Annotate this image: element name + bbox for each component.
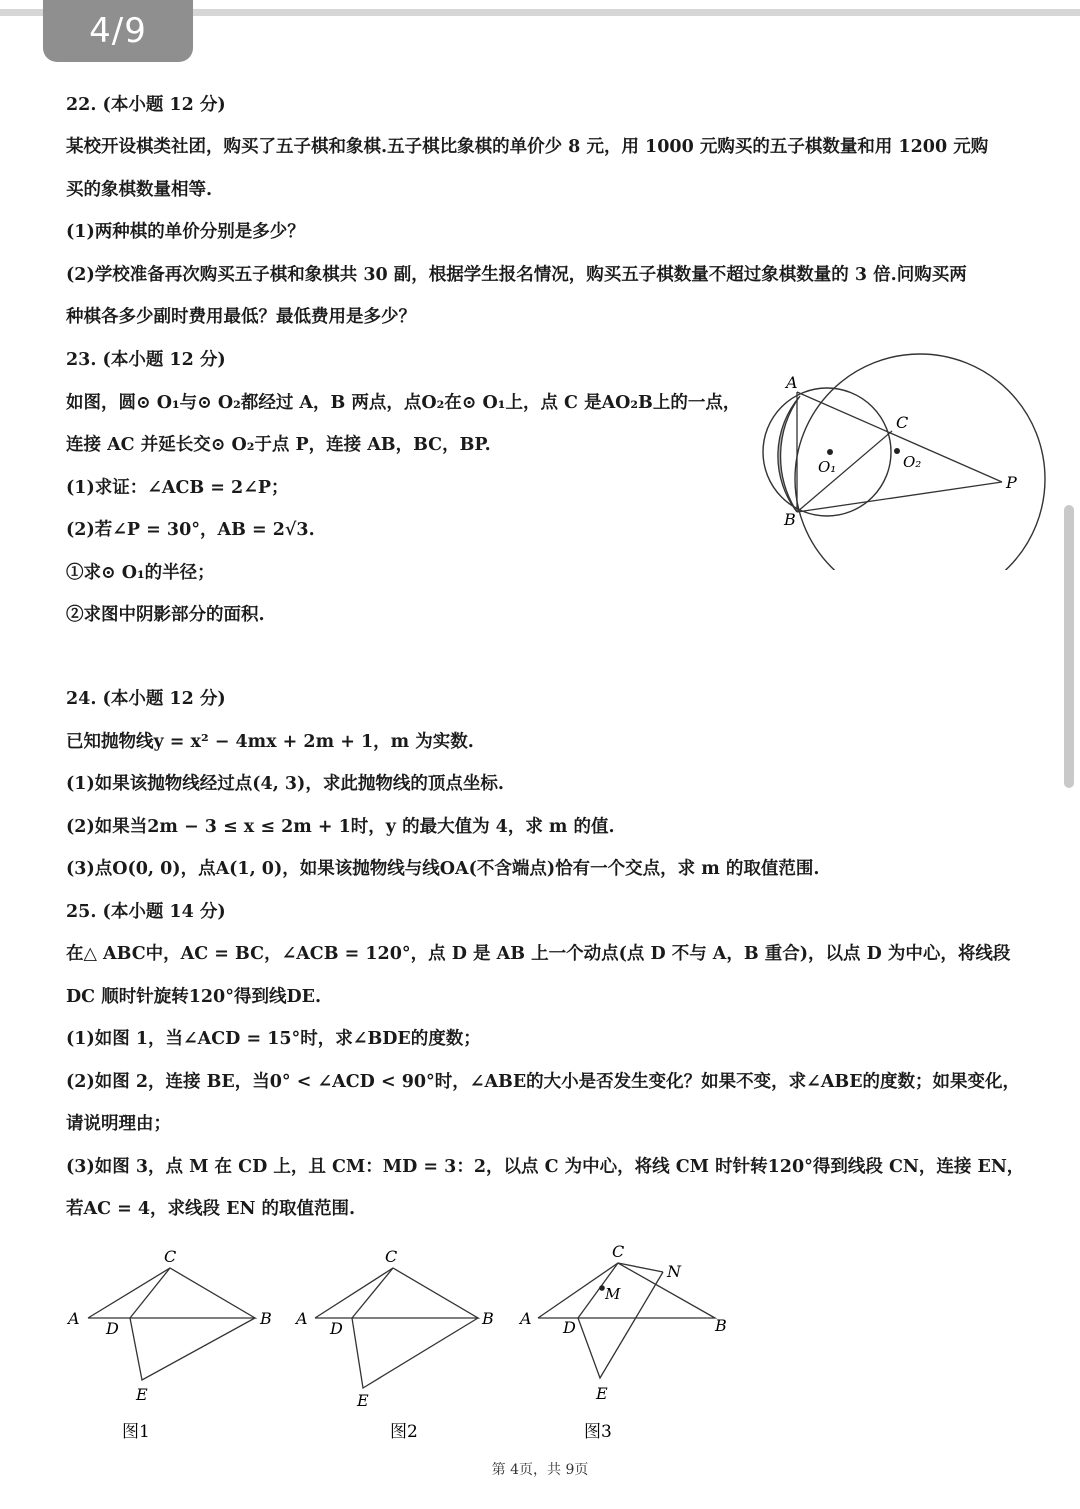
fig3-label-a: A bbox=[520, 1309, 532, 1328]
scrollbar-thumb[interactable] bbox=[1064, 505, 1074, 788]
q22-part2-line1: (2)学校准备再次购买五子棋和象棋共 30 副，根据学生报名情况，购买五子棋数量不超过象棋数量的 3 倍.问购买两 bbox=[66, 265, 967, 285]
fig3-label-d: D bbox=[563, 1318, 576, 1337]
fig3-point-m bbox=[599, 1285, 605, 1291]
label-c: C bbox=[896, 413, 909, 432]
q24-text-line1: 已知抛物线y = x² − 4mx + 2m + 1，m 为实数. bbox=[66, 732, 474, 752]
fig3-triangle bbox=[538, 1263, 715, 1318]
fig1-triangle bbox=[88, 1268, 255, 1318]
figure-1 bbox=[66, 1247, 272, 1442]
q22-part1: (1)两种棋的单价分别是多少？ bbox=[66, 222, 305, 242]
q22-header: 22. (本小题 12 分) bbox=[66, 95, 226, 115]
q25-header: 25. (本小题 14 分) bbox=[66, 902, 226, 922]
fig2-label-e: E bbox=[357, 1391, 369, 1410]
fig1-label-c: C bbox=[164, 1247, 177, 1266]
q25-part3-line2: 若AC = 4，求线段 EN 的取值范围. bbox=[66, 1199, 356, 1219]
fig3-caption: 图3 bbox=[584, 1422, 612, 1442]
fig1-label-e: E bbox=[136, 1385, 148, 1404]
q25-text-line1: 在△ ABC中，AC = BC，∠ACB = 120°，点 D 是 AB 上一个动点(点 D 不与 A，B 重合)，以点 D 为中心，将线段 bbox=[66, 944, 1011, 964]
fig1-label-a: A bbox=[68, 1309, 80, 1328]
q23-text-line2: 连接 AC 并延长交⊙ O₂于点 P，连接 AB，BC，BP. bbox=[66, 435, 491, 455]
q24-part2: (2)如果当2m − 3 ≤ x ≤ 2m + 1时，y 的最大值为 4，求 m 的值. bbox=[66, 817, 615, 837]
fig1-segment-cd bbox=[130, 1268, 170, 1318]
q25-part3-line1: (3)如图 3，点 M 在 CD 上，且 CM：MD = 3：2，以点 C 为中心，将线 CM 时针转120°得到线段 CN，连接 EN， bbox=[66, 1157, 1025, 1177]
label-a: A bbox=[786, 373, 798, 392]
fig3-label-c: C bbox=[612, 1242, 625, 1261]
q23-header: 23. (本小题 12 分) bbox=[66, 350, 226, 370]
fig3-label-e: E bbox=[596, 1384, 608, 1403]
figure-2 bbox=[294, 1247, 494, 1442]
q24-header: 24. (本小题 12 分) bbox=[66, 689, 226, 709]
q25-part2-line1: (2)如图 2，连接 BE，当0° < ∠ACD < 90°时，∠ABE的大小是否发生变化？如果不变，求∠ABE的度数；如果变化， bbox=[66, 1072, 1021, 1092]
q23-circle-figure bbox=[760, 335, 1060, 570]
label-o1: O₁ bbox=[818, 458, 837, 476]
fig3-label-m: M bbox=[605, 1285, 621, 1303]
fig2-segment-cd bbox=[352, 1268, 393, 1318]
label-o2: O₂ bbox=[903, 453, 922, 471]
fig1-caption: 图1 bbox=[122, 1422, 150, 1442]
page-footer: 第 4页，共 9页 bbox=[491, 1462, 589, 1478]
fig3-label-b: B bbox=[715, 1316, 727, 1335]
q23-text-line1: 如图，圆⊙ O₁与⊙ O₂都经过 A，B 两点，点O₂在⊙ O₁上，点 C 是AO₂B上的一点， bbox=[66, 393, 741, 413]
q23-part1: (1)求证：∠ACB = 2∠P； bbox=[66, 478, 289, 498]
q25-part1: (1)如图 1，当∠ACD = 15°时，求∠BDE的度数； bbox=[66, 1029, 481, 1049]
fig2-triangle bbox=[315, 1268, 478, 1318]
fig2-label-d: D bbox=[330, 1319, 343, 1338]
q25-part2-line2: 请说明理由； bbox=[66, 1114, 171, 1134]
q24-part3: (3)点O(0, 0)，点A(1, 0)，如果该抛物线与线OA(不含端点)恰有一个交点，求 m 的取值范围. bbox=[66, 859, 820, 879]
point-o2 bbox=[894, 448, 900, 454]
fig2-label-c: C bbox=[385, 1247, 398, 1266]
fig2-label-a: A bbox=[296, 1309, 308, 1328]
fig1-label-d: D bbox=[106, 1319, 119, 1338]
point-o1 bbox=[827, 449, 833, 455]
page-indicator: 4/9 bbox=[43, 0, 193, 62]
q25-figures bbox=[60, 1238, 740, 1448]
fig1-segments-de-eb bbox=[130, 1318, 255, 1380]
fig3-label-n: N bbox=[667, 1262, 681, 1281]
q25-text-line2: DC 顺时针旋转120°得到线DE. bbox=[66, 987, 322, 1007]
q23-sub2: ②求图中阴影部分的面积. bbox=[66, 605, 265, 625]
fig1-label-b: B bbox=[260, 1309, 272, 1328]
q24-part1: (1)如果该抛物线经过点(4, 3)，求此抛物线的顶点坐标. bbox=[66, 774, 504, 794]
q23-sub1: ①求⊙ O₁的半径； bbox=[66, 563, 215, 583]
q23-part2: (2)若∠P = 30°，AB = 2√3. bbox=[66, 520, 315, 540]
q22-text-line1: 某校开设棋类社团，购买了五子棋和象棋.五子棋比象棋的单价少 8 元，用 1000 元购买的五子棋数量和用 1200 元购 bbox=[66, 137, 989, 157]
fig2-label-b: B bbox=[482, 1309, 494, 1328]
label-p: P bbox=[1006, 473, 1017, 492]
q22-text-line2: 买的象棋数量相等. bbox=[66, 180, 213, 200]
label-b: B bbox=[784, 510, 796, 529]
fig2-caption: 图2 bbox=[390, 1422, 418, 1442]
q22-part2-line2: 种棋各多少副时费用最低？最低费用是多少？ bbox=[66, 307, 416, 327]
fig3-segments-de-en bbox=[578, 1272, 663, 1378]
figure-3 bbox=[518, 1242, 727, 1442]
fig2-segments-de-eb bbox=[352, 1318, 478, 1388]
